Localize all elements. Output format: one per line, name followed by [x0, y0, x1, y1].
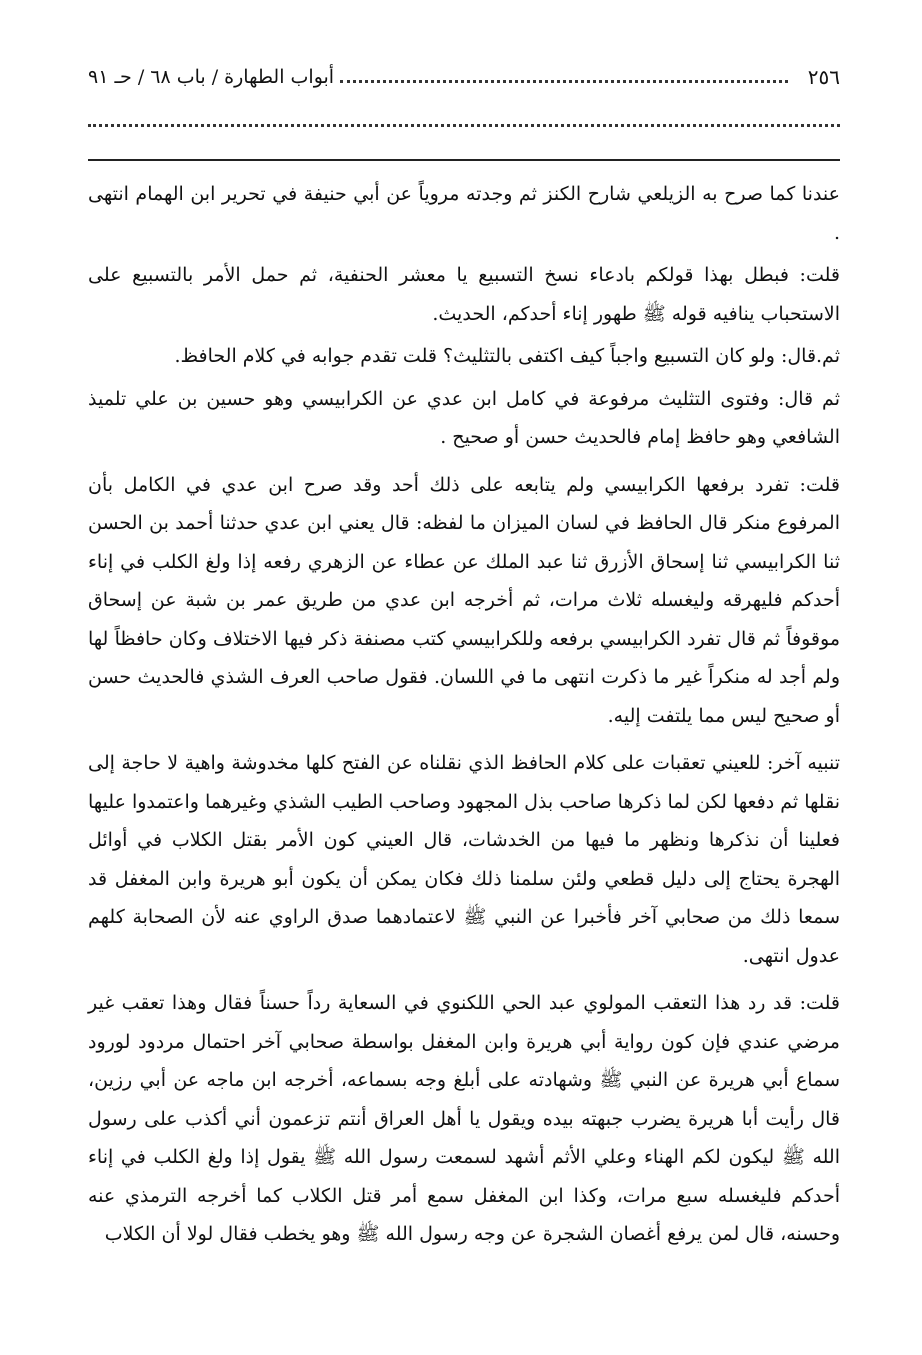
paragraph-2: قلت: فبطل بهذا قولكم بادعاء نسخ التسبيع يا معشر الحنفية، ثم حمل الأمر بالتسبيع على الاستحباب ينافيه قوله ﷺ طهور إناء أحدكم، الحديث. — [88, 264, 840, 325]
solid-divider — [88, 159, 840, 161]
header-dot-leader — [340, 80, 788, 83]
paragraph-4: ثم قال: وفتوى التثليث مرفوعة في كامل ابن عدي عن الكرابيسي وهو حسين بن علي تلميذ الشافعي وهو حافظ إمام فالحديث حسن أو صحيح . — [88, 387, 840, 448]
paragraph-7: قلت: قد رد هذا التعقب المولوي عبد الحي اللكنوي في السعاية رداً حسناً فقال وهذا تعقب غير مرضي عندي فإن كون رواية أبي هريرة وابن المغفل بواسطة صحابي آخر احتمال مردود لورود سماع أبي هريرة عن النبي ﷺ وشهادته على أبلغ وجه بسماعه، أخرجه ابن ماجه عن أبي رزين، قال رأيت أبا هريرة يضرب جبهته بيده ويقول يا أهل العراق أنتم تزعمون أني أكذب على رسول الله ﷺ ليكون لكم الهناء وعلي الأثم أشهد لسمعت رسول الله ﷺ يقول إذا ولغ الكلب في إناء أحدكم فليغسله سبع مرات، وكذا ابن المغفل سمع أمر قتل الكلاب كما أخرجه الترمذي عنه وحسنه، قال لمن يرفع أغصان الشجرة عن وجه رسول الله ﷺ وهو يخطب فقال لولا أن الكلاب — [88, 992, 840, 1245]
running-title: أبواب الطهارة / باب ٦٨ / حـ ٩١ — [88, 66, 335, 88]
body-text — [88, 175, 840, 1254]
paragraph-5: قلت: تفرد برفعها الكرابيسي ولم يتابعه على ذلك أحد وقد صرح ابن عدي في الكامل بأن المرفوع منكر قال الحافظ في لسان الميزان ما لفظه: قال يعني ابن عدي حدثنا أحمد بن الحسن ثنا الكرابيسي ثنا إسحاق الأزرق ثنا عبد الملك عن عطاء عن الزهري رفعه إذا ولغ الكلب في إناء أحدكم فليهرقه وليغسله ثلاث مرات، ثم أخرجه ابن عدي من طريق عمر بن شبة عن إسحاق موقوفاً ثم قال تفرد الكرابيسي برفعه وللكرابيسي كتب مصنفة ذكر فيها الاختلاف وكان حافظاً لها ولم أجد له منكراً غير ما ذكرت انتهى ما في اللسان. فقول صاحب العرف الشذي فالحديث حسن أو صحيح ليس مما يلتفت إليه. — [88, 473, 840, 727]
document-page — [88, 60, 840, 1263]
page-number: ٢٥٦ — [807, 65, 840, 89]
page-header — [88, 60, 840, 94]
paragraph-3: ثم.قال: ولو كان التسبيع واجباً كيف اكتفى بالتثليث؟ قلت تقدم جوابه في كلام الحافظ. — [174, 345, 840, 367]
paragraph-1: عندنا كما صرح به الزيلعي شارح الكنز ثم وجدته مروياً عن أبي حنيفة في تحرير ابن الهمام انتهى . — [88, 183, 840, 244]
paragraph-6: تنبيه آخر: للعيني تعقبات على كلام الحافظ الذي نقلناه عن الفتح كلها مخدوشة واهية لا حاجة إلى نقلها ثم دفعها لكن لما ذكرها صاحب بذل المجهود وصاحب الطيب الشذي وغيرهما واعتمدوا عليها فعلينا أن نذكرها ونظهر ما فيها من الخدشات، قال العيني كون الأمر بقتل الكلاب في أوائل الهجرة يحتاج إلى دليل قطعي ولئن سلمنا ذلك فكان يمكن أن يكون أبو هريرة وابن المغفل قد سمعا ذلك من صحابي آخر فأخبرا عن النبي ﷺ لاعتمادهما صدق الراوي عنه لأن الصحابة كلهم عدول انتهى. — [88, 752, 840, 967]
dotted-divider — [88, 124, 840, 127]
